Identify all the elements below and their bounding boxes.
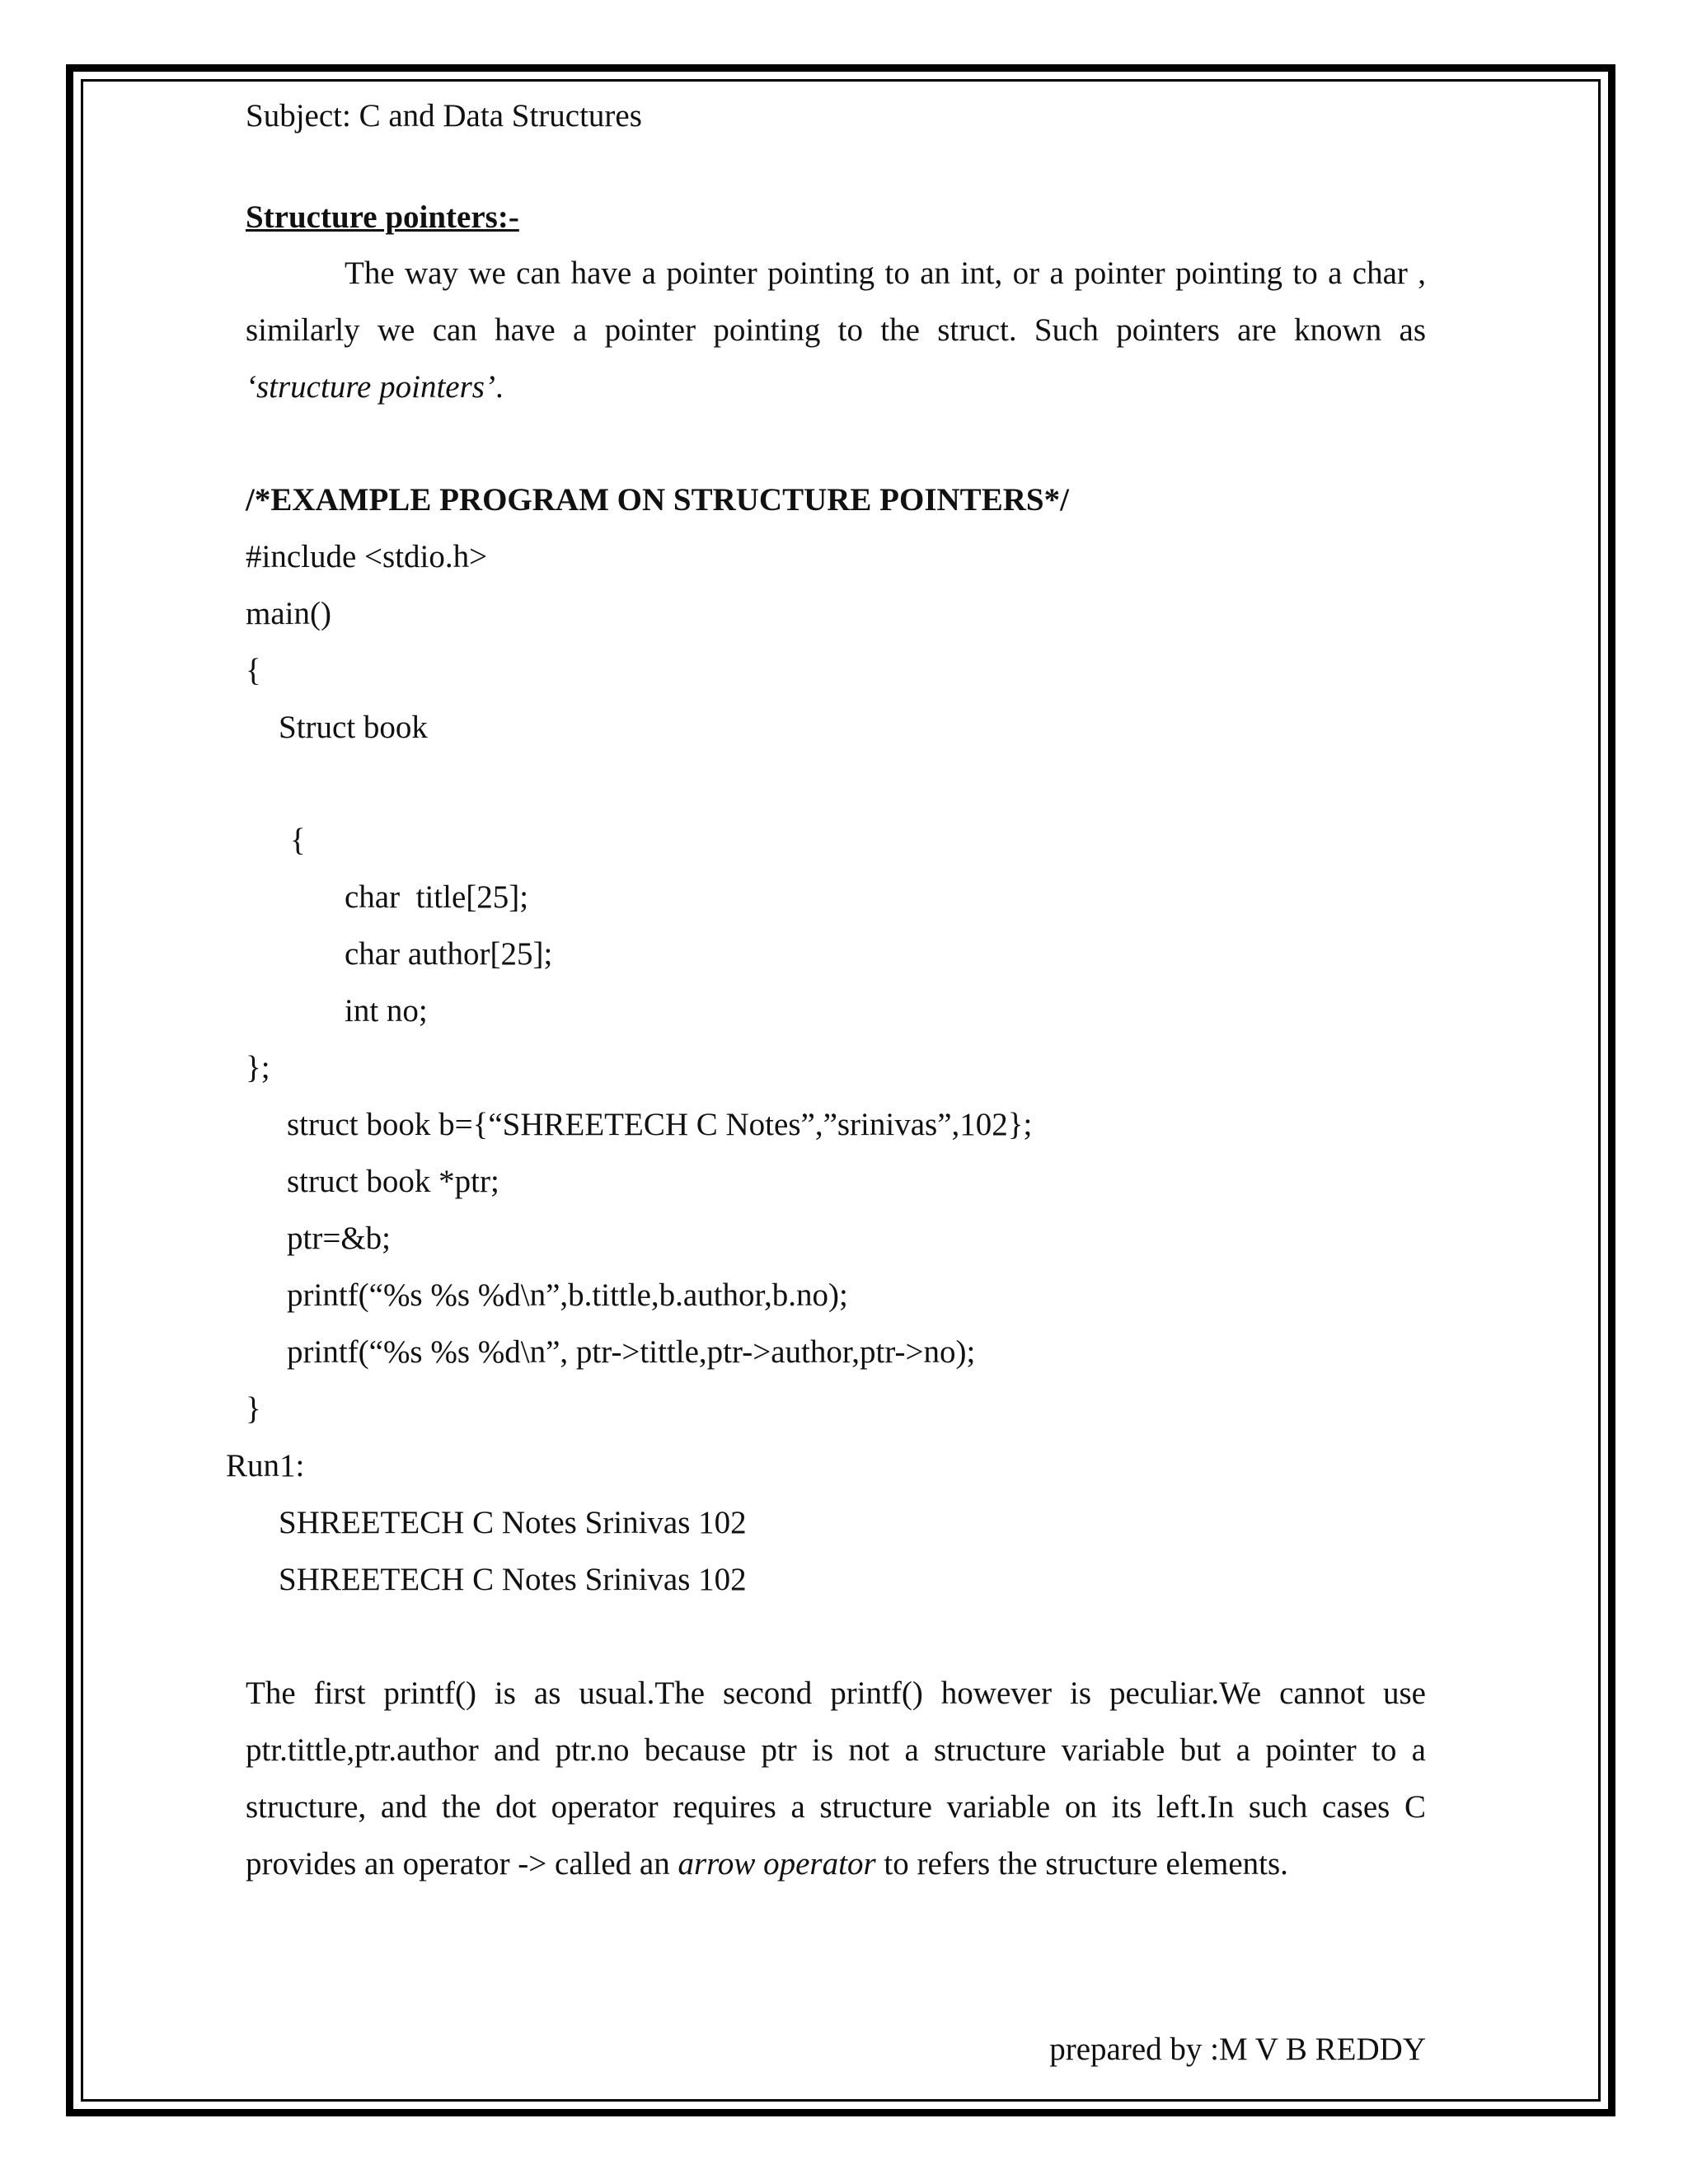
code-line: char author[25]; bbox=[345, 936, 553, 972]
code-line: ptr=&b; bbox=[287, 1221, 391, 1256]
code-line: struct book *ptr; bbox=[287, 1164, 499, 1199]
intro-line-2: similarly we can have a pointer pointing to the struct. Such pointers are known as bbox=[246, 312, 1426, 348]
explanation-line-4-start: provides an operator -> called an bbox=[246, 1846, 678, 1882]
code-line: Struct book bbox=[279, 710, 428, 745]
run-output-line: SHREETECH C Notes Srinivas 102 bbox=[279, 1505, 747, 1540]
code-line: } bbox=[246, 1391, 261, 1427]
subject-header: Subject: C and Data Structures bbox=[246, 98, 642, 134]
intro-line-1: The way we can have a pointer pointing to an int, or a pointer pointing to a char , bbox=[345, 255, 1426, 291]
code-line: { bbox=[246, 653, 261, 688]
prepared-by-footer: prepared by :M V B REDDY bbox=[1049, 2032, 1426, 2067]
code-line: main() bbox=[246, 596, 331, 631]
program-comment: /*EXAMPLE PROGRAM ON STRUCTURE POINTERS*/ bbox=[246, 482, 1069, 518]
explanation-line-3: structure, and the dot operator requires a structure variable on its left.In such cases C bbox=[246, 1789, 1426, 1825]
arrow-operator-term: arrow operator bbox=[678, 1846, 876, 1882]
explanation-line-4-end: to refers the structure elements. bbox=[875, 1846, 1288, 1882]
code-line: }; bbox=[246, 1050, 270, 1085]
structure-pointers-term: ‘structure pointers’ bbox=[246, 369, 495, 405]
intro-end: . bbox=[495, 369, 504, 405]
code-line: int no; bbox=[345, 993, 428, 1029]
intro-line-3 bbox=[246, 368, 504, 406]
code-line: #include <stdio.h> bbox=[246, 539, 488, 574]
explanation-line-1: The first printf() is as usual.The second printf() however is peculiar.We cannot use bbox=[246, 1675, 1426, 1711]
section-title: Structure pointers:- bbox=[246, 199, 519, 235]
code-line: struct book b={“SHREETECH C Notes”,”srinivas”,102}; bbox=[287, 1107, 1033, 1142]
run-output-line: SHREETECH C Notes Srinivas 102 bbox=[279, 1562, 747, 1597]
explanation-line-2: ptr.tittle,ptr.author and ptr.no because ptr is not a structure variable but a pointer to a bbox=[246, 1732, 1426, 1768]
code-line: printf(“%s %s %d\n”, ptr->tittle,ptr->author,ptr->no); bbox=[287, 1334, 976, 1370]
code-line: char title[25]; bbox=[345, 879, 529, 915]
code-line: printf(“%s %s %d\n”,b.tittle,b.author,b.no); bbox=[287, 1277, 848, 1313]
code-line: { bbox=[290, 823, 306, 858]
explanation-line-4 bbox=[246, 1845, 1288, 1883]
run-label: Run1: bbox=[226, 1448, 305, 1483]
